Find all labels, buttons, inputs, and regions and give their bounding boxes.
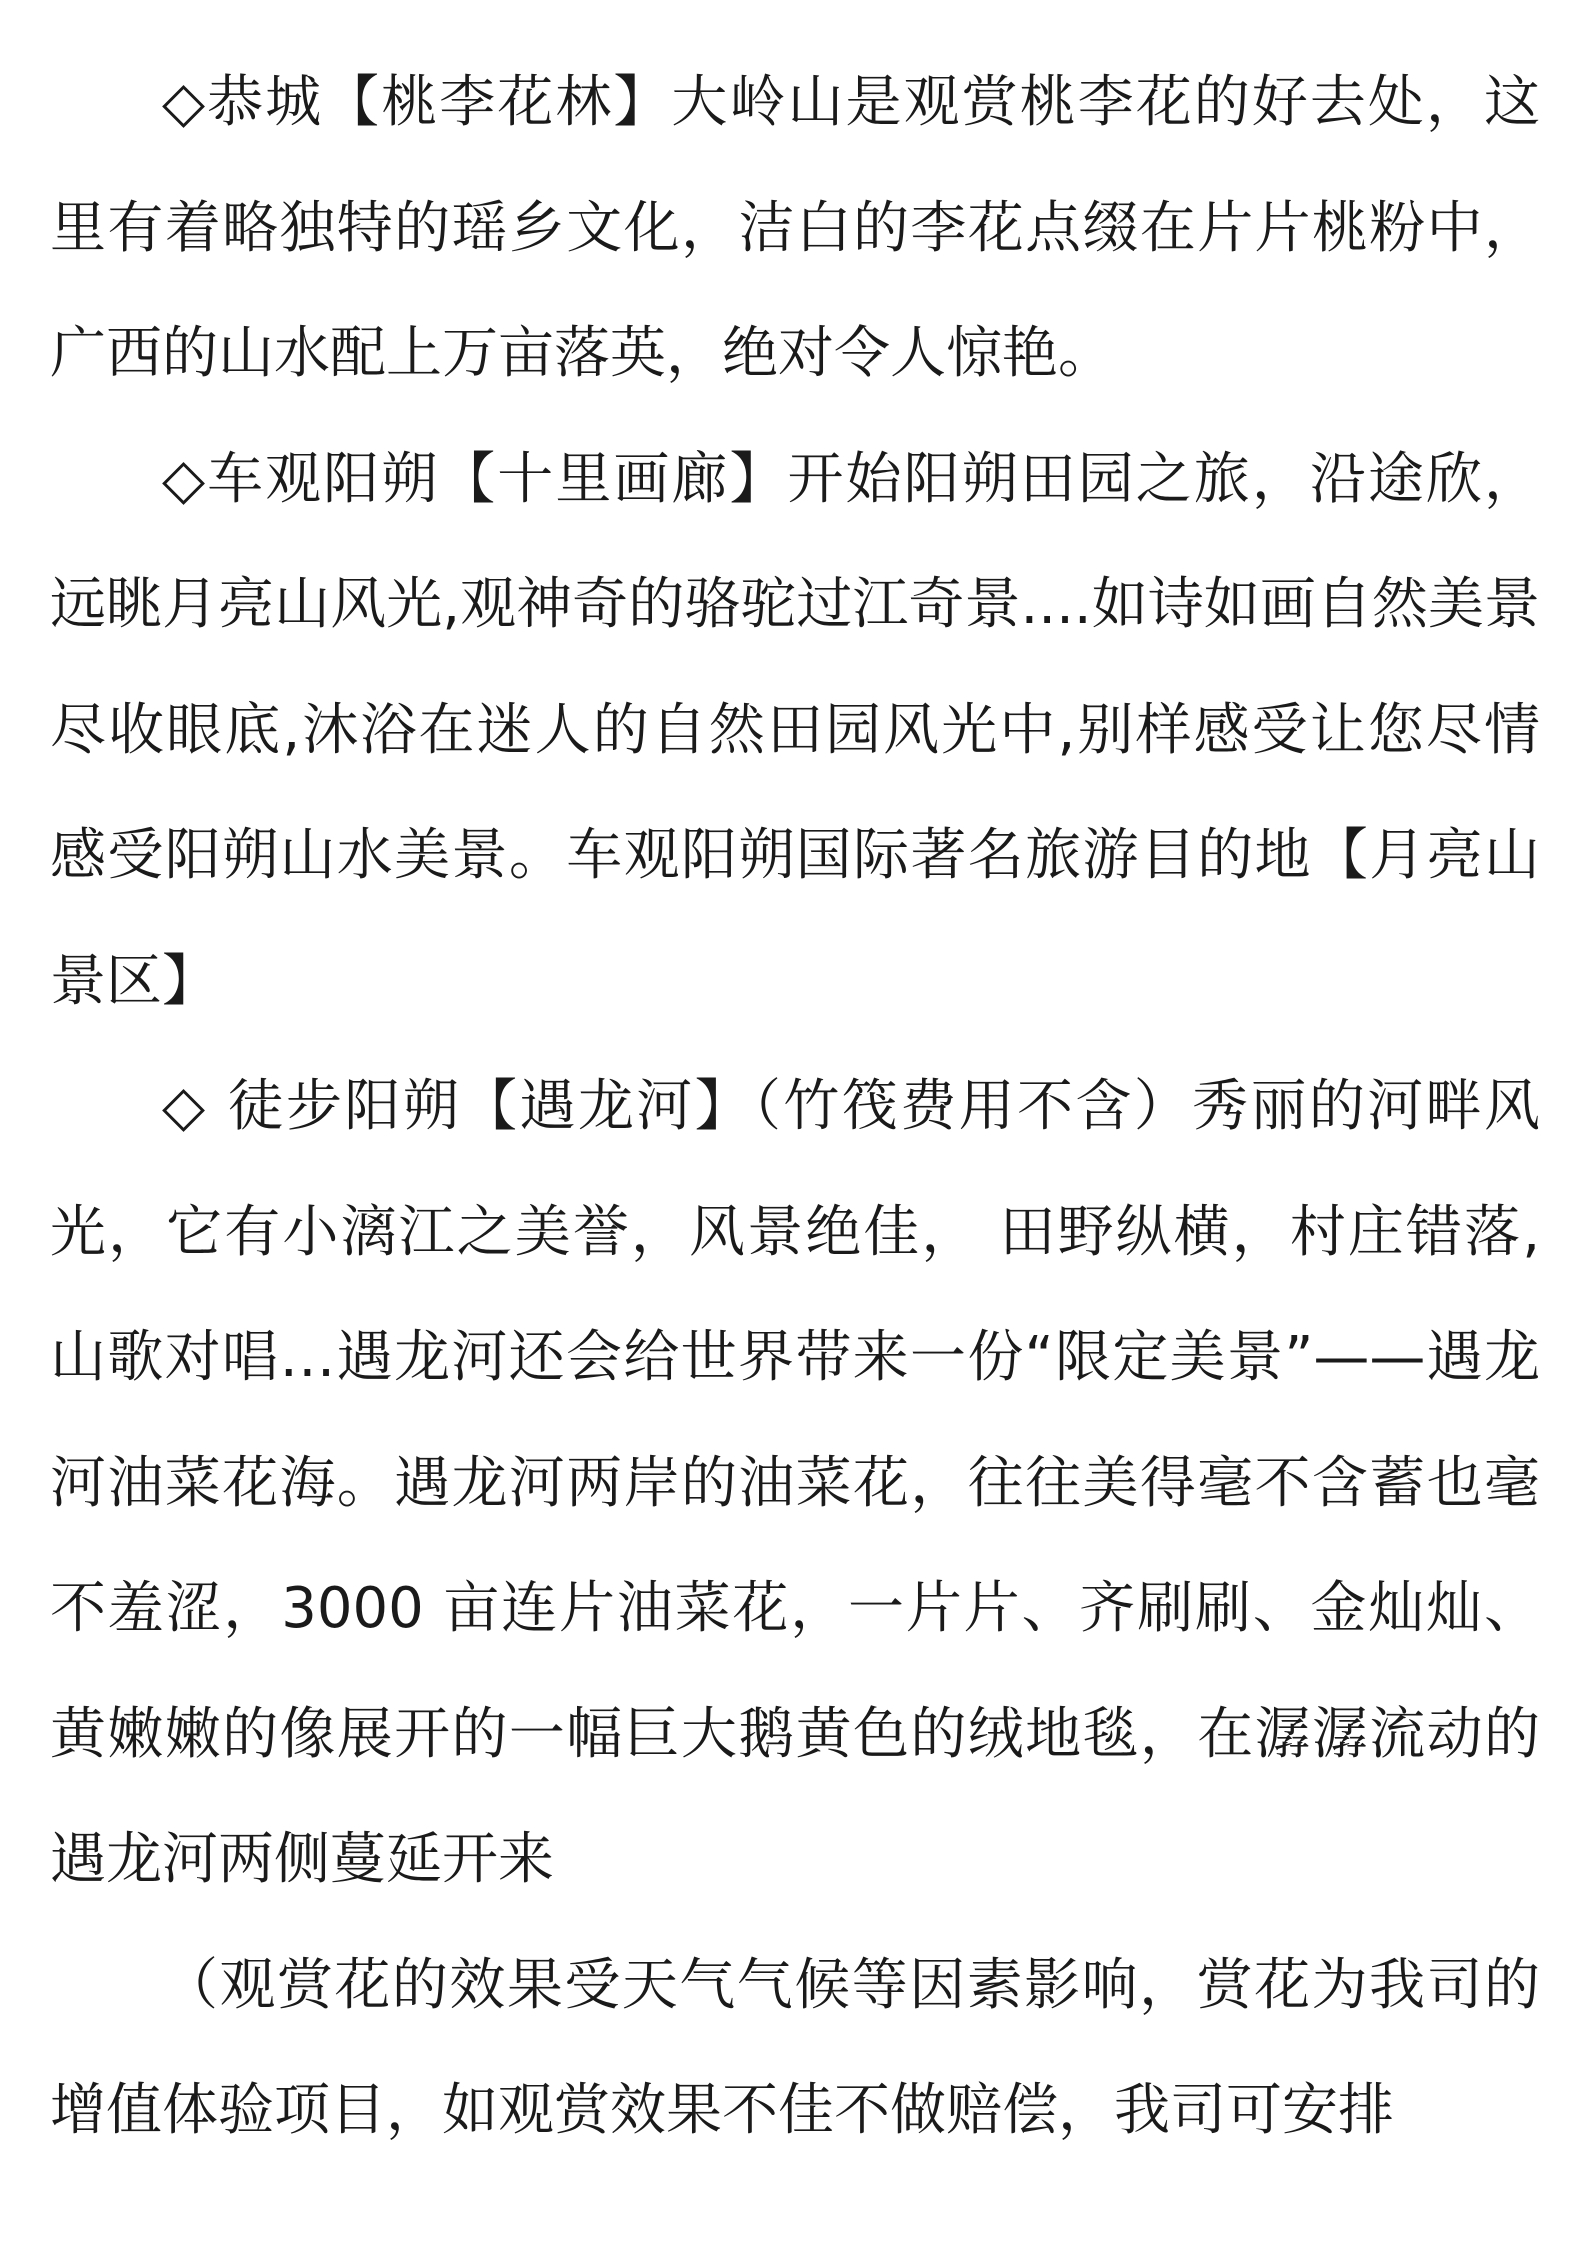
document-body xyxy=(50,40,1540,2174)
paragraph-yangshuo-ten-mile-gallery: ◇车观阳朔【十里画廊】开始阳朔田园之旅，沿途欣，远眺月亮山风光,观神奇的骆驼过江奇景....如诗如画自然美景尽收眼底,沐浴在迷人的自然田园风光中,别样感受让您尽情感受阳朔山水美景。车观阳朔国际著名旅游目的地【月亮山景区】 xyxy=(50,446,1540,1014)
paragraph-gongcheng-peach-plum-blossoms: ◇恭城【桃李花林】大岭山是观赏桃李花的好去处，这里有着略独特的瑶乡文化，洁白的李花点缀在片片桃粉中，广西的山水配上万亩落英，绝对令人惊艳。 xyxy=(50,70,1540,386)
paragraph-yulong-river: ◇ 徒步阳朔【遇龙河】（竹筏费用不含）秀丽的河畔风光，它有小漓江之美誉，风景绝佳， 田野纵横，村庄错落,山歌对唱…遇龙河还会给世界带来一份“限定美景”——遇龙河油菜花海。遇龙河两岸的油菜花，往往美得毫不含蓄也毫不羞涩，3000 亩连片油菜花，一片片、齐刷刷、金灿灿、黄嫩嫩的像展开的一幅巨大鹅黄色的绒地毯，在潺潺流动的遇龙河两侧蔓延开来 xyxy=(50,1074,1540,1892)
paragraph-flower-viewing-notice: （观赏花的效果受天气气候等因素影响，赏花为我司的增值体验项目，如观赏效果不佳不做赔偿，我司可安排 xyxy=(50,1952,1540,2143)
